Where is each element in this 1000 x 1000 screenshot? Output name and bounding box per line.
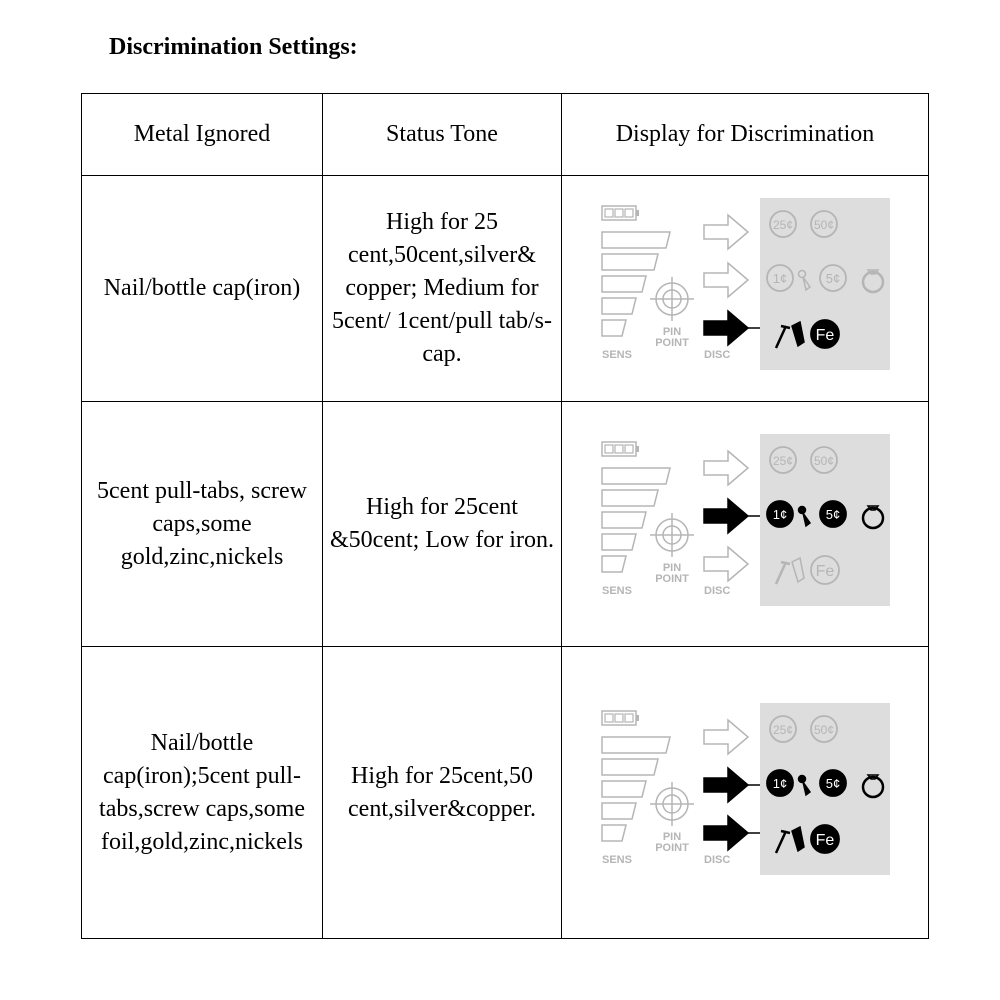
coin-5-icon-label: 5¢ — [825, 775, 841, 791]
battery-icon — [602, 206, 639, 220]
arrow-right-icon — [704, 499, 762, 533]
coin-5-icon-label: 5¢ — [825, 271, 841, 287]
arrow-right-icon — [704, 263, 748, 297]
metal-ignored-text: 5cent pull-tabs, screw caps,some gold,zinc,nickels — [97, 477, 307, 570]
status-tone-cell — [323, 401, 562, 646]
sensitivity-bars — [602, 232, 670, 336]
coin-25-icon-label: 25¢ — [772, 218, 794, 233]
pinpoint-crosshair-icon — [650, 782, 694, 826]
pin-label: PIN — [662, 561, 682, 574]
coin-5-icon — [820, 770, 846, 796]
coin-50-icon-label: 50¢ — [813, 218, 835, 233]
fe-icon — [811, 825, 839, 853]
fe-label: Fe — [815, 831, 835, 849]
arrow-right-icon — [704, 768, 762, 802]
status-tone-text: High for 25 cent,50cent,silver& copper; Medium for 5cent/ 1cent/pull tab/s-cap. — [332, 209, 552, 368]
arrow-right-icon — [704, 547, 748, 581]
coin-25-icon-label: 25¢ — [772, 722, 794, 737]
metal-ignored-cell — [82, 176, 323, 401]
battery-icon — [602, 442, 639, 456]
coin-1-icon-label: 1¢ — [772, 271, 788, 287]
table-row — [82, 647, 929, 939]
arrow-right-icon — [704, 720, 748, 754]
lcd-svg — [600, 434, 900, 614]
coin-1-icon-label: 1¢ — [772, 775, 788, 791]
coin-1-icon — [767, 770, 793, 796]
pinpoint-crosshair-icon — [650, 513, 694, 557]
arrow-right-icon — [704, 816, 762, 850]
disc-label: DISC — [704, 349, 731, 362]
coin-50-icon-label: 50¢ — [813, 722, 835, 737]
page-title: Discrimination Settings: — [109, 34, 358, 60]
arrow-right-icon — [704, 311, 762, 345]
disc-label: DISC — [704, 584, 731, 597]
status-tone-cell — [323, 176, 562, 401]
fe-icon — [811, 320, 839, 348]
battery-icon — [602, 711, 639, 725]
sens-label: SENS — [602, 584, 632, 597]
arrow-right-icon — [704, 451, 748, 485]
metal-ignored-cell — [82, 647, 323, 939]
lcd-svg — [600, 198, 900, 378]
display-cell — [562, 176, 929, 401]
status-tone-text: High for 25cent &50cent; Low for iron. — [330, 494, 554, 554]
header-metal-ignored: Metal Ignored — [82, 94, 323, 176]
lcd-display — [562, 647, 928, 938]
status-tone-cell — [323, 647, 562, 939]
point-label: POINT — [655, 841, 689, 854]
table-row — [82, 401, 929, 646]
coin-5-icon — [820, 501, 846, 527]
coin-5-icon-label: 5¢ — [825, 506, 841, 522]
lcd-svg — [600, 703, 900, 883]
sens-label: SENS — [602, 349, 632, 362]
display-cell — [562, 401, 929, 646]
point-label: POINT — [655, 337, 689, 350]
sensitivity-bars — [602, 468, 670, 572]
display-cell — [562, 647, 929, 939]
header-status-tone: Status Tone — [323, 94, 562, 176]
metal-ignored-text: Nail/bottle cap(iron) — [103, 275, 301, 302]
coin-25-icon-label: 25¢ — [772, 453, 794, 468]
coin-1-icon — [767, 501, 793, 527]
arrow-right-icon — [704, 215, 748, 249]
table-header-row — [82, 94, 929, 176]
fe-label: Fe — [815, 562, 835, 580]
lcd-display — [562, 402, 928, 646]
coin-1-icon-label: 1¢ — [772, 506, 788, 522]
pin-label: PIN — [662, 326, 682, 339]
coin-50-icon-label: 50¢ — [813, 453, 835, 468]
metal-ignored-cell — [82, 401, 323, 646]
sensitivity-bars — [602, 737, 670, 841]
pinpoint-crosshair-icon — [650, 277, 694, 321]
discrimination-table — [81, 93, 929, 939]
table-row — [82, 176, 929, 401]
pin-label: PIN — [662, 830, 682, 843]
metal-ignored-text: Nail/bottle cap(iron);5cent pull-tabs,screw caps,some foil,gold,zinc,nickels — [99, 729, 305, 855]
header-display: Display for Discrimination — [562, 94, 929, 176]
status-tone-text: High for 25cent,50 cent,silver&copper. — [348, 762, 536, 822]
disc-label: DISC — [704, 853, 731, 866]
point-label: POINT — [655, 572, 689, 585]
fe-label: Fe — [815, 327, 835, 345]
sens-label: SENS — [602, 853, 632, 866]
lcd-display — [562, 176, 928, 400]
